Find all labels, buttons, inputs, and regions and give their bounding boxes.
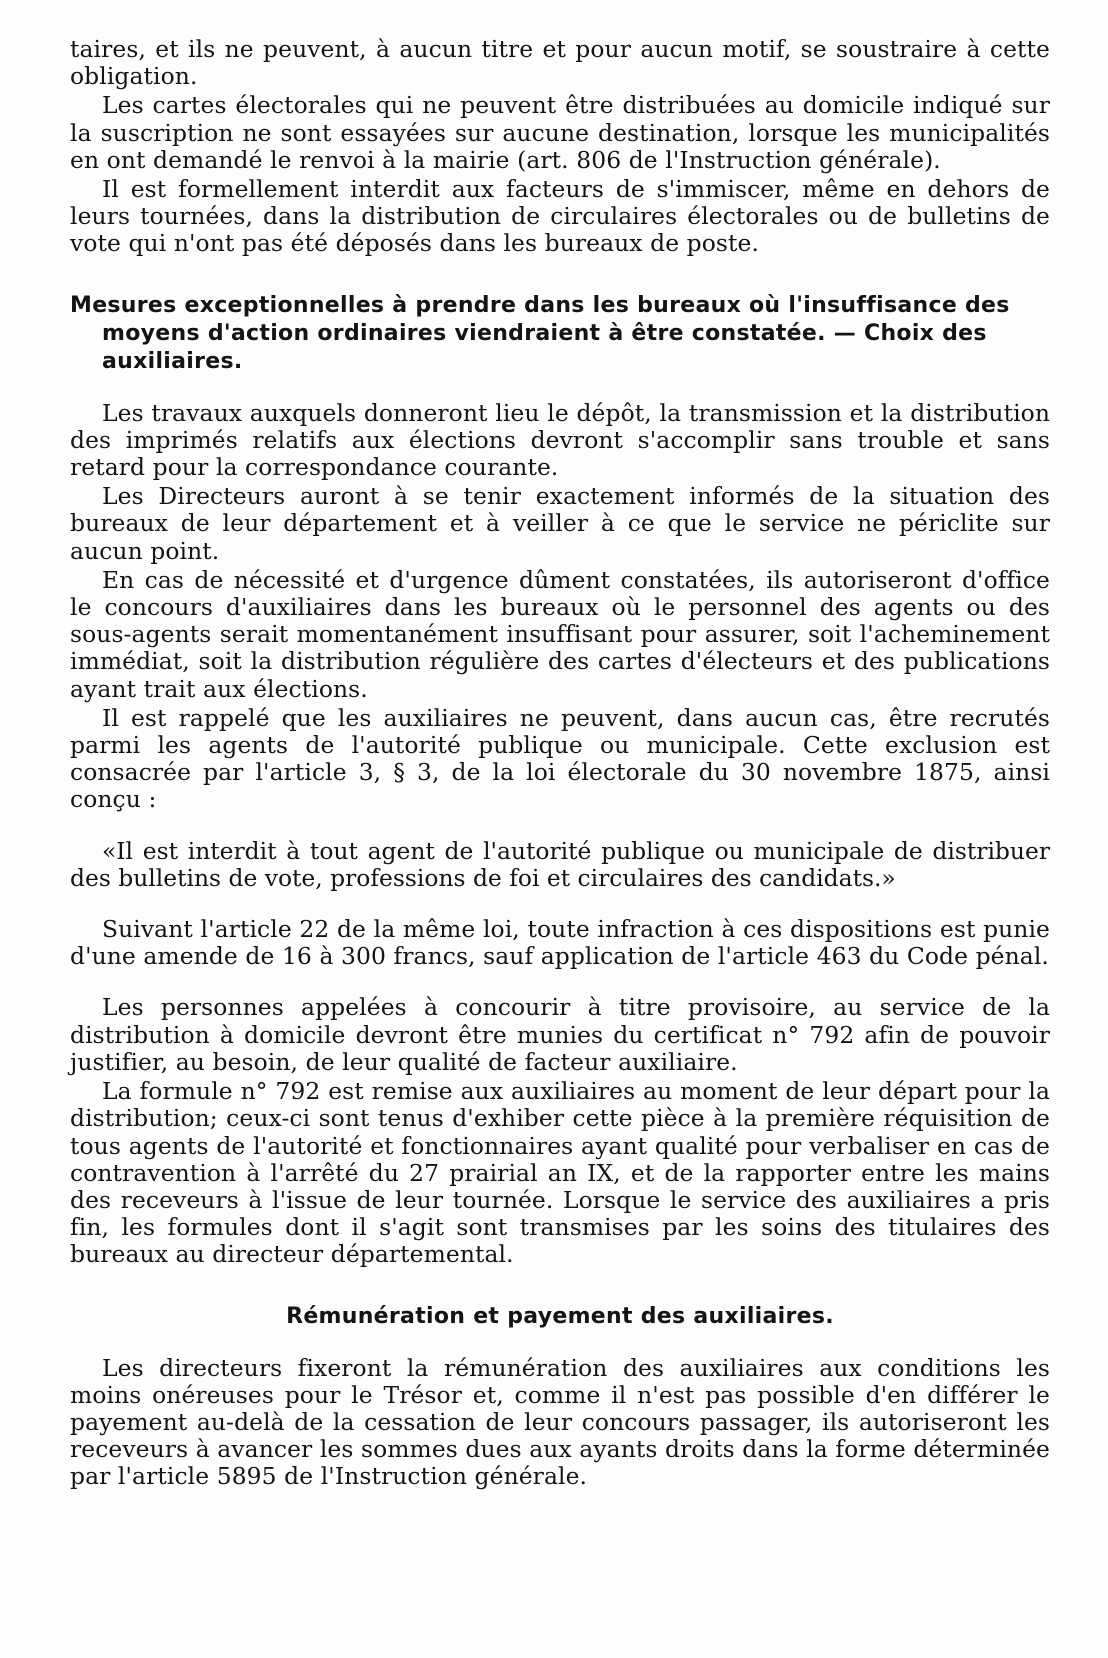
paragraph-interdiction-facteurs: Il est formellement interdit aux facteurs de s'immiscer, même en dehors de leurs tournées, dans la distribution de circulaires électorales ou de bulletins de vote qui n'ont pas été déposés dans les bureaux de poste. (70, 175, 1050, 258)
paragraph-remuneration: Les directeurs fixeront la rémunération des auxiliaires aux conditions les moins onéreuses pour le Trésor et, comme il n'est pas possible d'en différer le payement au-delà de la cessation de leur concours passager, ils autoriseront les receveurs à avancer les sommes dues aux ayants droits dans la forme déterminée par l'article 5895 de l'Instruction générale. (70, 1353, 1050, 1491)
paragraph-rappel-auxiliaires: Il est rappelé que les auxiliaires ne peuvent, dans aucun cas, être recrutés parmi les agents de l'autorité publique ou municipale. Cette exclusion est consacrée par l'article 3, § 3, de la loi électorale du 30 novembre 1875, ainsi conçu : (70, 703, 1050, 814)
paragraph-article-22: Suivant l'article 22 de la même loi, toute infraction à ces dispositions est punie d'une amende de 16 à 300 francs, sauf application de l'article 463 du Code pénal. (70, 915, 1050, 971)
paragraph-continuation: taires, et ils ne peuvent, à aucun titre et pour aucun motif, se soustraire à cette obligation. (70, 35, 1050, 91)
text-column (70, 36, 1050, 1491)
paragraph-travaux: Les travaux auxquels donneront lieu le dépôt, la transmission et la distribution des imprimés relatifs aux élections devront s'accomplir sans trouble et sans retard pour la correspondance courante. (70, 398, 1050, 482)
paragraph-cartes-electorales: Les cartes électorales qui ne peuvent être distribuées au domicile indiqué sur la suscription ne sont essayées sur aucune destination, lorsque les municipalités en ont demandé le renvoi à la mairie (art. 806 de l'Instruction générale). (70, 91, 1050, 174)
paragraph-certificat-792: Les personnes appelées à concourir à titre provisoire, au service de la distribution à domicile devront être munies du certificat n° 792 afin de pouvoir justifier, au besoin, de leur qualité de facteur auxiliaire. (70, 993, 1050, 1076)
section-heading-remuneration: Rémunération et payement des auxiliaires. (286, 1303, 834, 1329)
section-heading-mesures: Mesures exceptionnelles à prendre dans les bureaux où l'insuffisance des moyens d'action ordinaires viendraient à être constatée. — Choix des auxiliaires. (70, 292, 1010, 374)
quoted-law-article: «Il est interdit à tout agent de l'autorité publique ou municipale de distribuer des bulletins de vote, professions de foi et circulaires des candidats.» (70, 836, 1050, 892)
paragraph-necessite: En cas de nécessité et d'urgence dûment constatées, ils autoriseront d'office le concours d'auxiliaires dans les bureaux où le personnel des agents ou des sous-agents serait momentanément insuffisant pour assurer, soit l'acheminement immédiat, soit la distribution régulière des cartes d'électeurs et des publications ayant trait aux élections. (70, 565, 1050, 703)
paragraph-directeurs: Les Directeurs auront à se tenir exactement informés de la situation des bureaux de leur département et à veiller à ce que le service ne périclite sur aucun point. (70, 482, 1050, 565)
paragraph-formule-792: La formule n° 792 est remise aux auxiliaires au moment de leur départ pour la distribution; ceux-ci sont tenus d'exhiber cette pièce à la première réquisition de tous agents de l'autorité et fonctionnaires ayant qualité pour verbaliser en cas de contravention à l'arrêté du 27 prairial an IX, et de la rapporter entre les mains des receveurs à l'issue de leur tournée. Lorsque le service des auxiliaires a pris fin, les formules dont il s'agit sont transmises par les soins des titulaires des bureaux au directeur départemental. (70, 1077, 1050, 1269)
